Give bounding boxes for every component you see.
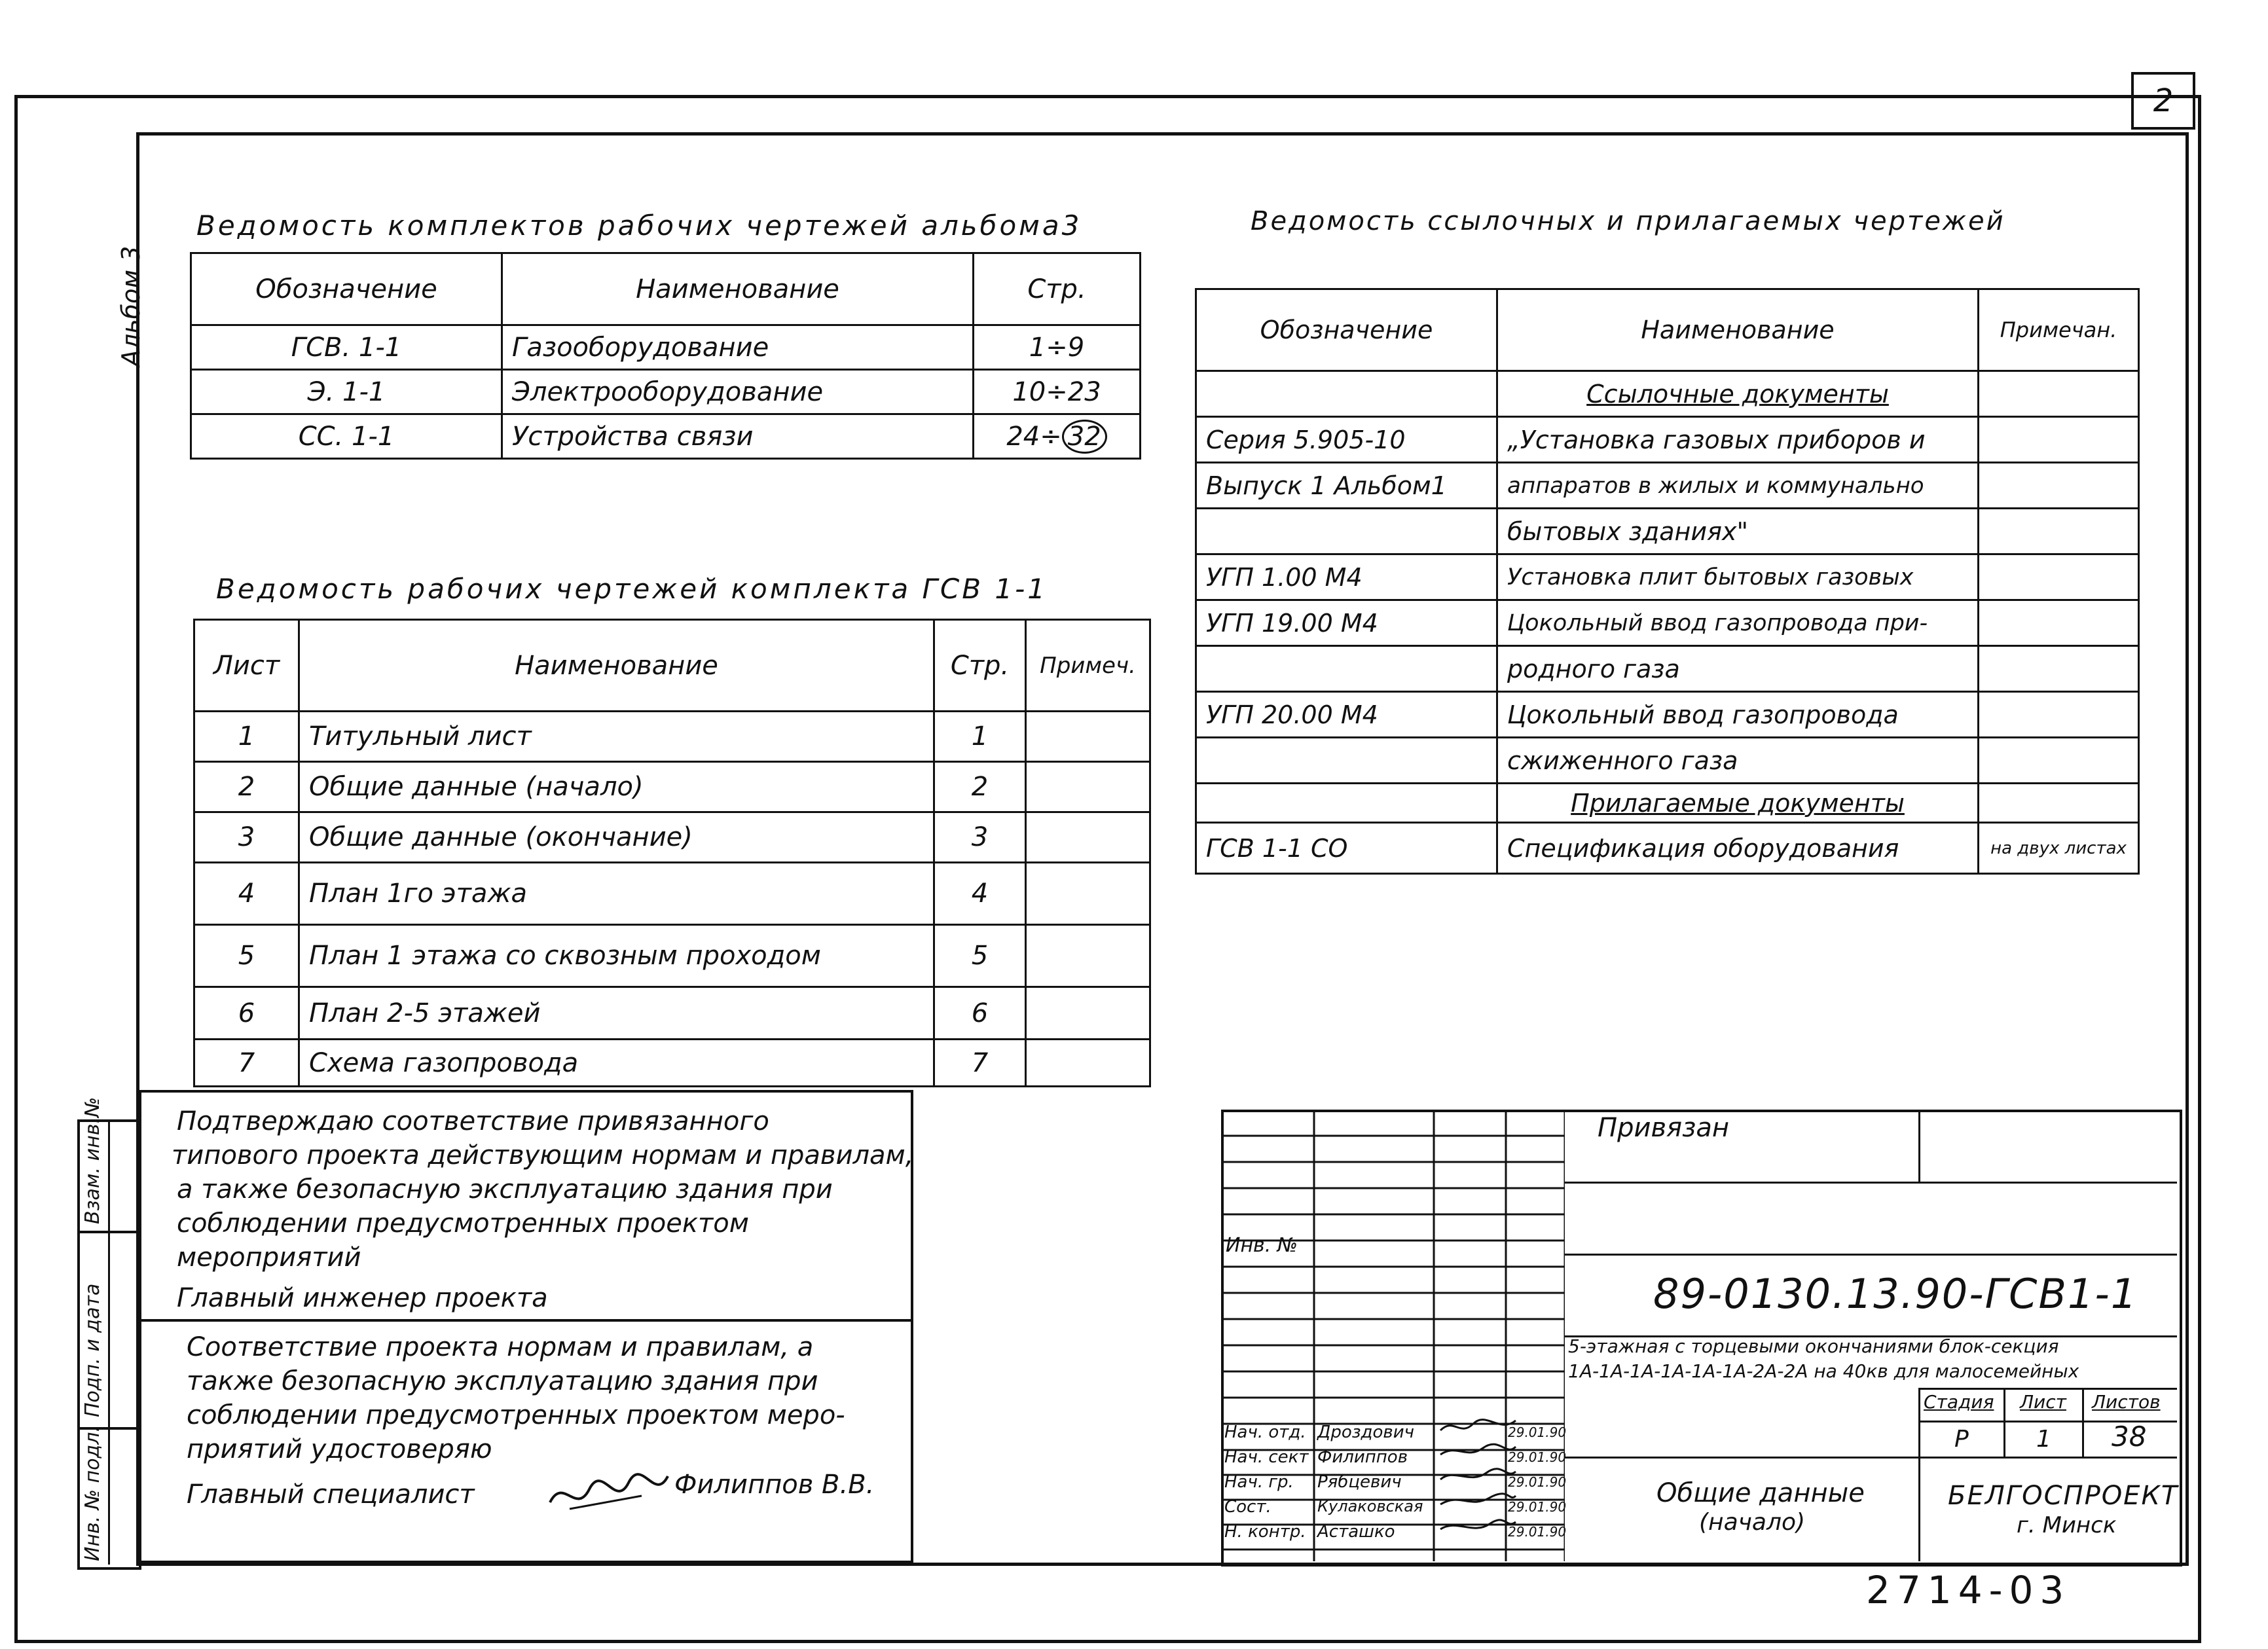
table-refs-header-note: Примечан. [1979, 289, 2139, 371]
table-row-name: Газооборудование [502, 325, 974, 370]
stamp-title-line: (начало) [1699, 1509, 1806, 1536]
table-row-name: Прилагаемые документы [1497, 784, 1979, 823]
table-row-note [1979, 600, 2139, 646]
chief-engineer-label: Главный инженер проекта [177, 1283, 548, 1313]
table-refs-header-name: Наименование [1497, 289, 1979, 371]
table-row-sheet: 3 [194, 812, 299, 863]
confirm-text2-line: приятий удостоверяю [187, 1434, 492, 1464]
stamp-hline [1565, 1182, 2177, 1184]
table-row-name: Общие данные (начало) [299, 762, 934, 812]
stamp-privyazan-right-box [1918, 1110, 1920, 1182]
table-refs-title: Ведомость ссылочных и прилагаемых чертежей [1251, 206, 2005, 236]
stamp-title-line: Общие данные [1656, 1478, 1865, 1508]
stamp-stage: Р [1954, 1426, 1969, 1453]
stamp-sheets-label: Листов [2092, 1391, 2161, 1413]
stamp-person: Рябцевич [1317, 1472, 1402, 1492]
table-sheets [193, 619, 1151, 1087]
stamp-vline [1918, 1388, 1920, 1561]
table-row-note [1026, 925, 1150, 987]
sheet-number: 2 [2153, 82, 2174, 119]
table-sheets-header-sheet: Лист [194, 620, 299, 712]
side-label-replace: Взам. инв.№ [81, 1096, 104, 1224]
archive-number: 2714-03 [1866, 1568, 2071, 1612]
table-row-page: 7 [934, 1040, 1026, 1087]
table-row-note [1979, 738, 2139, 784]
stamp-sheet-label: Лист [2020, 1391, 2066, 1413]
confirm-text2-line: Соответствие проекта нормам и правилам, а [187, 1332, 814, 1362]
table-row-page: 3 [934, 812, 1026, 863]
stamp-code: 89-0130.13.90-ГСВ1-1 [1653, 1270, 2138, 1318]
table-row-code: УГП 19.00 М4 [1196, 600, 1497, 646]
stamp-role: Сост. [1224, 1497, 1271, 1517]
table-sheets-title: Ведомость рабочих чертежей комплекта ГСВ 1-1 [216, 573, 1048, 605]
confirm-text1-line: типового проекта действующим нормам и правилам, [172, 1140, 914, 1170]
stamp-date: 29.01.90 [1508, 1524, 1567, 1540]
table-row-name: бытовых зданиях" [1497, 509, 1979, 554]
table-row-note [1979, 646, 2139, 692]
table-row-code [1196, 646, 1497, 692]
table-row-name: Цокольный ввод газопровода [1497, 692, 1979, 738]
table-row-code: СС. 1-1 [191, 414, 502, 459]
table-row-page: 1÷9 [974, 325, 1141, 370]
stamp-role: Нач. сект [1224, 1447, 1309, 1467]
table-sheets-header-name: Наименование [299, 620, 934, 712]
confirm-text1-line: мероприятий [177, 1242, 361, 1273]
table-row-note [1026, 712, 1150, 762]
table-row-note: на двух листах [1979, 823, 2139, 874]
stamp-date: 29.01.90 [1508, 1499, 1567, 1515]
table-row-name: План 1 этажа со сквозным проходом [299, 925, 934, 987]
album-label: Альбом 3 [117, 245, 145, 367]
stamp-date: 29.01.90 [1508, 1474, 1567, 1490]
side-label-inventory: Инв. № подл. [81, 1426, 104, 1561]
stamp-role: Нач. гр. [1224, 1472, 1294, 1492]
stamp-desc-line: 5-этажная с торцевыми окончаниями блок-секция [1568, 1335, 2059, 1357]
table-sets-header-name: Наименование [502, 253, 974, 325]
table-row-note [1979, 509, 2139, 554]
table-row-code: ГСВ 1-1 СО [1196, 823, 1497, 874]
confirm-text1-line: Подтверждаю соответствие привязанного [177, 1106, 769, 1136]
table-row-name: План 1го этажа [299, 863, 934, 925]
table-row-sheet: 2 [194, 762, 299, 812]
table-row-page: 10÷23 [974, 370, 1141, 414]
stamp-signatures [1434, 1414, 1522, 1558]
table-row-name: Электрооборудование [502, 370, 974, 414]
table-sheets-header-page: Стр. [934, 620, 1026, 712]
table-row-code: ГСВ. 1-1 [191, 325, 502, 370]
stamp-stage-label: Стадия [1924, 1391, 1994, 1413]
table-row-note [1026, 762, 1150, 812]
table-sets-header-page: Стр. [974, 253, 1141, 325]
table-row-code [1196, 738, 1497, 784]
page-range-start: 24÷ [1006, 421, 1062, 452]
circled-page: 32 [1062, 420, 1107, 454]
table-row-note [1026, 987, 1150, 1040]
table-sets [190, 252, 1141, 460]
table-row-name: „Установка газовых приборов и [1497, 417, 1979, 463]
stamp-date: 29.01.90 [1508, 1449, 1567, 1465]
chief-specialist-label: Главный специалист [187, 1479, 475, 1510]
table-row-note [1979, 784, 2139, 823]
table-row-name: сжиженного газа [1497, 738, 1979, 784]
stamp-privyazan: Привязан [1598, 1113, 1730, 1143]
table-row-code [1196, 784, 1497, 823]
table-row-sheet: 6 [194, 987, 299, 1040]
stamp-person: Кулаковская [1317, 1497, 1423, 1515]
table-row-code: Выпуск 1 Альбом1 [1196, 463, 1497, 509]
table-row-name: Общие данные (окончание) [299, 812, 934, 863]
stamp-person: Дроздович [1317, 1422, 1415, 1442]
table-row-code [1196, 371, 1497, 417]
stamp-role: Н. контр. [1224, 1522, 1306, 1542]
confirm-text2-line: также безопасную эксплуатацию здания при [187, 1366, 818, 1396]
table-row-note [1979, 417, 2139, 463]
table-refs-header-code: Обозначение [1196, 289, 1497, 371]
table-row-name: Титульный лист [299, 712, 934, 762]
confirm-text1-line: а также безопасную эксплуатацию здания при [177, 1174, 833, 1205]
stamp-hline [1918, 1388, 2177, 1390]
signature-scribble [543, 1463, 674, 1522]
side-strip-divider [108, 1119, 110, 1565]
stamp-date: 29.01.90 [1508, 1424, 1567, 1440]
table-row-name: Установка плит бытовых газовых [1497, 554, 1979, 600]
table-row-sheet: 4 [194, 863, 299, 925]
confirm-text1-line: соблюдении предусмотренных проектом [177, 1208, 749, 1239]
sheet-number-box [2131, 72, 2195, 130]
stamp-desc-line: 1А-1А-1А-1А-1А-1А-2А-2А на 40кв для малосемейных [1568, 1360, 2079, 1382]
table-row-code [1196, 509, 1497, 554]
table-row-page: 2 [934, 762, 1026, 812]
table-row-page: 4 [934, 863, 1026, 925]
table-row-note [1026, 1040, 1150, 1087]
stamp-vline [2003, 1388, 2005, 1457]
stamp-sheets: 38 [2112, 1421, 2147, 1453]
table-row-note [1979, 371, 2139, 417]
table-row-page: 1 [934, 712, 1026, 762]
table-row-note [1026, 863, 1150, 925]
table-row-sheet: 1 [194, 712, 299, 762]
table-row-code: УГП 20.00 М4 [1196, 692, 1497, 738]
stamp-sheet: 1 [2036, 1426, 2051, 1453]
table-row-note [1979, 554, 2139, 600]
table-row-name: родного газа [1497, 646, 1979, 692]
table-row-name: Схема газопровода [299, 1040, 934, 1087]
table-sets-title: Ведомость комплектов рабочих чертежей альбома3 [196, 209, 1082, 242]
stamp-hline [1565, 1254, 2177, 1256]
stamp-inv-label: Инв. № [1226, 1234, 1298, 1257]
table-row-name: Цокольный ввод газопровода при- [1497, 600, 1979, 646]
confirm-divider [139, 1319, 911, 1322]
table-row-code: Э. 1-1 [191, 370, 502, 414]
table-row-sheet: 7 [194, 1040, 299, 1087]
table-row-note [1979, 463, 2139, 509]
stamp-role: Нач. отд. [1224, 1422, 1306, 1442]
table-sheets-header-note: Примеч. [1026, 620, 1150, 712]
table-row-name: аппаратов в жилых и коммунально [1497, 463, 1979, 509]
stamp-org-line: г. Минск [2017, 1512, 2117, 1538]
stamp-person: Филиппов [1317, 1447, 1408, 1467]
table-row-code: Серия 5.905-10 [1196, 417, 1497, 463]
table-row-name: Ссылочные документы [1497, 371, 1979, 417]
table-row-page [974, 414, 1141, 459]
stamp-org-line: БЕЛГОСПРОЕКТ [1948, 1481, 2179, 1511]
chief-specialist-name: Филиппов В.В. [674, 1470, 875, 1500]
table-row-name: План 2-5 этажей [299, 987, 934, 1040]
side-label-signature: Подп. и дата [81, 1283, 104, 1417]
table-row-note [1026, 812, 1150, 863]
table-row-page: 5 [934, 925, 1026, 987]
table-row-name: Устройства связи [502, 414, 974, 459]
confirm-text2-line: соблюдении предусмотренных проектом меро- [187, 1400, 845, 1430]
table-row-name: Спецификация оборудования [1497, 823, 1979, 874]
table-row-sheet: 5 [194, 925, 299, 987]
stamp-vline [2082, 1388, 2084, 1457]
table-row-note [1979, 692, 2139, 738]
table-refs [1195, 288, 2140, 875]
stamp-person: Асташко [1317, 1522, 1395, 1542]
table-row-page: 6 [934, 987, 1026, 1040]
table-row-code: УГП 1.00 М4 [1196, 554, 1497, 600]
table-sets-header-code: Обозначение [191, 253, 502, 325]
stamp-hline [1565, 1457, 2177, 1459]
